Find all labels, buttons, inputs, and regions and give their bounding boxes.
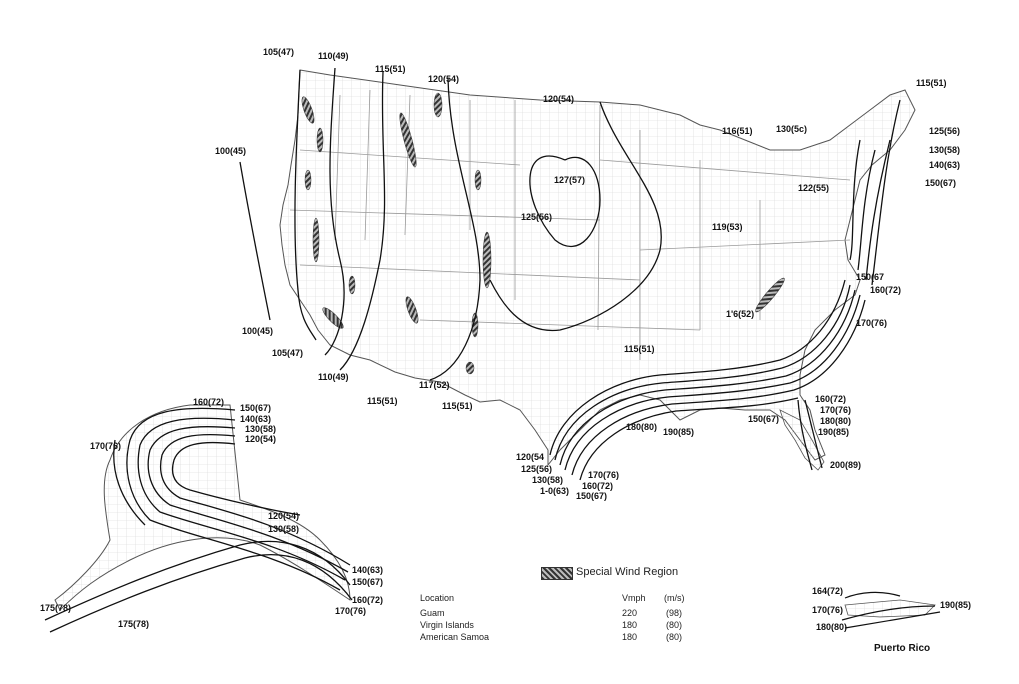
contour-label: 130(5c) xyxy=(776,124,808,134)
contour-label: 120(54) xyxy=(428,74,460,84)
contour-label: 150(67) xyxy=(576,491,608,501)
table-cell: Virgin Islands xyxy=(420,620,474,630)
alaska-contour-label: 170(76) xyxy=(335,606,367,616)
contour-label: 170(76) xyxy=(588,470,620,480)
alaska-contour-label: 160(72) xyxy=(193,397,225,407)
table-cell: 220 xyxy=(622,608,638,618)
contour-label: 140(63) xyxy=(929,160,961,170)
table-header-vmph: Vmph xyxy=(622,593,646,603)
contour-label: 190(85) xyxy=(818,427,850,437)
contour-label: 160(72) xyxy=(582,481,614,491)
contour-label: 120(54 xyxy=(516,452,545,462)
contour-label: 105(47) xyxy=(263,47,295,57)
contour-label: 100(45) xyxy=(242,326,274,336)
contour-label: 150(67 xyxy=(856,272,885,282)
contour-label: 160(72) xyxy=(815,394,847,404)
alaska-contour-label: 130(58) xyxy=(268,524,300,534)
contour-label: 125(56) xyxy=(929,126,961,136)
contour-label: 115(51) xyxy=(375,64,406,74)
pr-contour-label: 170(76) xyxy=(812,605,844,615)
alaska-contour-label: 150(67) xyxy=(240,403,272,413)
table-header-ms: (m/s) xyxy=(664,593,685,603)
pr-contour-label: 180(80) xyxy=(816,622,848,632)
table-cell: American Samoa xyxy=(420,632,490,642)
contour-label: 125(56) xyxy=(521,212,553,222)
contour-label: 115(51) xyxy=(624,344,655,354)
contour-label: 110(49) xyxy=(318,51,349,61)
contour-label: 180(80) xyxy=(820,416,852,426)
contour-label: 170(76) xyxy=(820,405,852,415)
contour-label: 115(51) xyxy=(367,396,398,406)
contour-label: 117(52) xyxy=(419,380,450,390)
table-cell: 180 xyxy=(622,620,638,630)
alaska-contour-label: 160(72) xyxy=(352,595,384,605)
contour-label: 105(47) xyxy=(272,348,304,358)
table-cell: 180 xyxy=(622,632,638,642)
special-wind-region-swatch xyxy=(541,567,573,580)
contour-label: 120(54) xyxy=(543,94,575,104)
contour-label: 119(53) xyxy=(712,222,743,232)
alaska-contour-label: 175(78) xyxy=(118,619,150,629)
contour-label: 150(67) xyxy=(748,414,780,424)
alaska-contour-label: 150(67) xyxy=(352,577,384,587)
contour-label: 127(57) xyxy=(554,175,586,185)
contour-label: 1'6(52) xyxy=(726,309,755,319)
table-cell: (98) xyxy=(666,608,683,618)
contour-label: 125(56) xyxy=(521,464,553,474)
table-cell: (80) xyxy=(666,620,683,630)
alaska-contour-label: 170(76) xyxy=(90,441,122,451)
alaska-contour-label: 120(54) xyxy=(245,434,277,444)
puerto-rico-outline xyxy=(845,600,935,617)
contour-label: 115(51) xyxy=(442,401,473,411)
alaska-contour-label: 175(78) xyxy=(40,603,72,613)
contour-label: 100(45) xyxy=(215,146,247,156)
table-cell: Guam xyxy=(420,608,445,618)
pr-contour-label: 190(85) xyxy=(940,600,972,610)
alaska-contour-label: 120(54) xyxy=(268,511,300,521)
contour-label: 130(58) xyxy=(929,145,961,155)
contour-label: 160(72) xyxy=(870,285,902,295)
contour-label: 1-0(63) xyxy=(540,486,570,496)
contour-label: 122(55) xyxy=(798,183,830,193)
alaska-contour-label: 140(63) xyxy=(240,414,272,424)
special-wind-region-label: Special Wind Region xyxy=(576,566,679,578)
table-cell: (80) xyxy=(666,632,683,642)
puerto-rico-title: Puerto Rico xyxy=(874,643,931,654)
contour-label: 200(89) xyxy=(830,460,862,470)
pr-contour-label: 164(72) xyxy=(812,586,844,596)
contour-label: 170(76) xyxy=(856,318,888,328)
alaska-outline xyxy=(55,405,350,610)
contour-label: 130(58) xyxy=(532,475,564,485)
alaska-contour-label: 130(58) xyxy=(245,424,277,434)
table-header-location: Location xyxy=(420,593,455,603)
contour-label: 110(49) xyxy=(318,372,349,382)
contour-label: 190(85) xyxy=(663,427,695,437)
contour-label: 115(51) xyxy=(916,78,947,88)
contour-label: 116(51) xyxy=(722,126,753,136)
contour-label: 180(80) xyxy=(626,422,658,432)
contour-label: 150(67) xyxy=(925,178,957,188)
alaska-contour-label: 140(63) xyxy=(352,565,384,575)
